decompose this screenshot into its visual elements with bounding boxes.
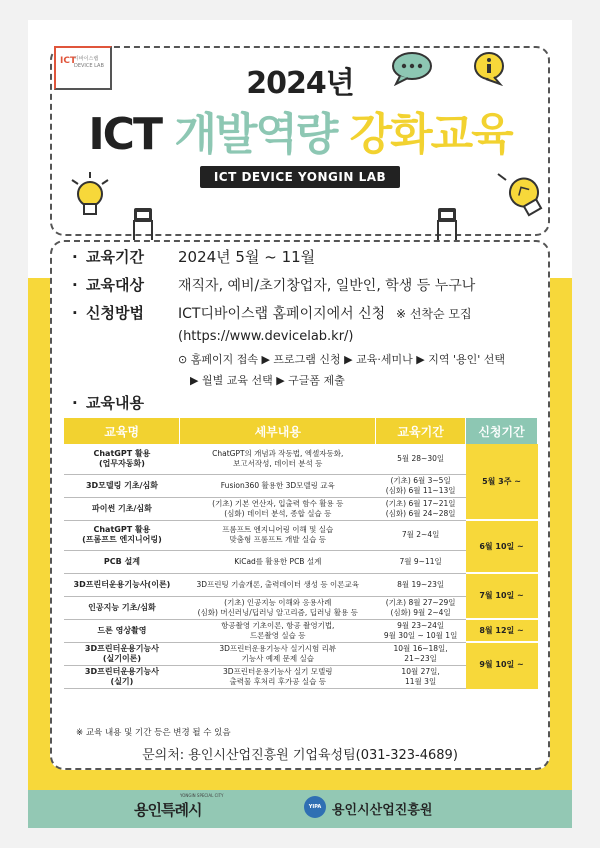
method-label: 신청방법 — [86, 304, 144, 322]
course-period: 7월 9~11일 — [376, 550, 466, 573]
target-value: 재직자, 예비/초기창업자, 일반인, 학생 등 누구나 — [178, 278, 476, 294]
course-period: 9월 23~24일 9월 30일 ~ 10월 1일 — [376, 619, 466, 642]
light-bulb-circuit-icon — [494, 168, 554, 224]
course-detail: 3D프린팅 기술개론, 출력데이터 생성 등 이론교육 — [180, 573, 376, 596]
table-row — [64, 619, 538, 642]
table-row — [64, 573, 538, 596]
course-detail: (기초) 인공지능 이해와 응용사례 (심화) 머신러닝/딥러닝 알고리즘, 딥러닝 활용 등 — [180, 596, 376, 619]
apply-period: 5월 3주 ~ — [466, 444, 538, 520]
table-row — [64, 520, 538, 550]
course-detail: 프롬프트 엔지니어링 이해 및 실습 맞춤형 프롬프트 개발 실습 등 — [180, 520, 376, 550]
footer-band — [28, 790, 572, 828]
method-note: ※ 선착순 모집 — [395, 307, 472, 321]
course-name: ChatGPT 활용 (업무자동화) — [64, 444, 180, 474]
course-name: 3D프린터운용기능사 (실기) — [64, 665, 180, 688]
course-period: 8월 19~23일 — [376, 573, 466, 596]
period-row — [72, 246, 315, 267]
poster — [28, 20, 572, 828]
header-course-name: 교육명 — [64, 418, 180, 444]
logo-sub-text: 디바이스랩 DEVICE LAB — [74, 56, 104, 69]
course-name: PCB 설계 — [64, 550, 180, 573]
apply-period: 8월 12일 ~ — [466, 619, 538, 642]
course-period: 10월 16~18일, 21~23일 — [376, 642, 466, 665]
bullet-dot: · — [72, 304, 78, 322]
method-row — [72, 302, 472, 323]
course-name: 3D프린터운용기능사(이론) — [64, 573, 180, 596]
logo-ict-text: ICT — [60, 56, 77, 66]
period-label: 교육기간 — [86, 248, 144, 266]
content-label: 교육내용 — [86, 394, 144, 412]
title-ict: ICT — [88, 109, 161, 160]
course-period: 7월 2~4일 — [376, 520, 466, 550]
table-row — [64, 444, 538, 474]
course-detail: (기초) 기본 연산자, 입출력 함수 활용 등 (심화) 데이터 분석, 종합 실습 등 — [180, 497, 376, 520]
content-row — [72, 392, 178, 413]
course-period: 5월 28~30일 — [376, 444, 466, 474]
bullet-dot: · — [72, 276, 78, 294]
title-badge: ICT DEVICE YONGIN LAB — [200, 166, 400, 188]
course-period: (기초) 6월 17~21일 (심화) 6월 24~28일 — [376, 497, 466, 520]
header-details: 세부내용 — [180, 418, 376, 444]
course-name: 인공지능 기초/심화 — [64, 596, 180, 619]
course-period: 10월 27일, 11월 3일 — [376, 665, 466, 688]
yipa-emblem-icon: YIPA — [304, 796, 326, 818]
course-detail: KiCad를 활용한 PCB 설계 — [180, 550, 376, 573]
course-name: 3D프린터운용기능사 (실기이론) — [64, 642, 180, 665]
course-period: (기초) 6월 3~5일 (심화) 6월 11~13일 — [376, 474, 466, 497]
yongin-city-logo-sub: YONGIN SPECIAL CITY — [180, 793, 224, 798]
yongin-city-logo: 용인특례시 — [134, 801, 202, 819]
course-period: (기초) 8월 27~29일 (심화) 9월 2~4일 — [376, 596, 466, 619]
course-detail: 3D프린터운용기능사 실기시험 리뷰 기능사 예제 문제 실습 — [180, 642, 376, 665]
yipa-logo-text: 용인시산업진흥원 — [332, 803, 433, 818]
course-name: 3D모델링 기초/심화 — [64, 474, 180, 497]
curriculum-table — [64, 418, 538, 689]
bullet-dot: · — [72, 248, 78, 266]
target-label: 교육대상 — [86, 276, 144, 294]
course-name: ChatGPT 활용 (프롬프트 엔지니어링) — [64, 520, 180, 550]
title-main — [28, 98, 572, 162]
header-period: 교육기간 — [376, 418, 466, 444]
course-detail: 3D프린터운용기능사 실기 모델링 출력물 후처리 후가공 실습 등 — [180, 665, 376, 688]
period-value: 2024년 5월 ~ 11월 — [178, 248, 316, 266]
apply-steps-line2: ▶ 월별 교육 선택 ▶ 구글폼 제출 — [190, 374, 345, 387]
apply-period: 6월 10일 ~ — [466, 520, 538, 573]
course-detail: 항공촬영 기초이론, 항공 촬영기법, 드론촬영 실습 등 — [180, 619, 376, 642]
bullet-dot: · — [72, 394, 78, 412]
change-notice: ※ 교육 내용 및 기간 등은 변경 될 수 있음 — [76, 728, 231, 738]
homepage-url[interactable]: (https://www.devicelab.kr/) — [178, 329, 354, 344]
course-name: 파이썬 기초/심화 — [64, 497, 180, 520]
contact-info: 문의처: 용인시산업진흥원 기업육성팀(031-323-4689) — [142, 748, 458, 763]
title-development: 개발역량 — [174, 109, 337, 160]
title-strengthen: 강화교육 — [349, 109, 512, 160]
course-detail: ChatGPT의 개념과 작동법, 엑셀자동화, 보고서작성, 데이터 분석 등 — [180, 444, 376, 474]
light-bulb-icon — [68, 170, 112, 222]
method-value: ICT디바이스랩 홈페이지에서 신청 — [178, 306, 386, 322]
table-header-row — [64, 418, 538, 444]
table-row — [64, 642, 538, 665]
apply-steps-line1: ⊙ 홈페이지 접속 ▶ 프로그램 신청 ▶ 교육·세미나 ▶ 지역 '용인' 선택 — [178, 353, 505, 366]
course-detail: Fusion360 활용한 3D모델링 교육 — [180, 474, 376, 497]
title-year: 2024년 — [246, 66, 354, 101]
course-name: 드론 영상촬영 — [64, 619, 180, 642]
target-row — [72, 274, 475, 295]
header-apply-period: 신청기간 — [466, 418, 538, 444]
apply-period: 7월 10일 ~ — [466, 573, 538, 619]
apply-period: 9월 10일 ~ — [466, 642, 538, 688]
